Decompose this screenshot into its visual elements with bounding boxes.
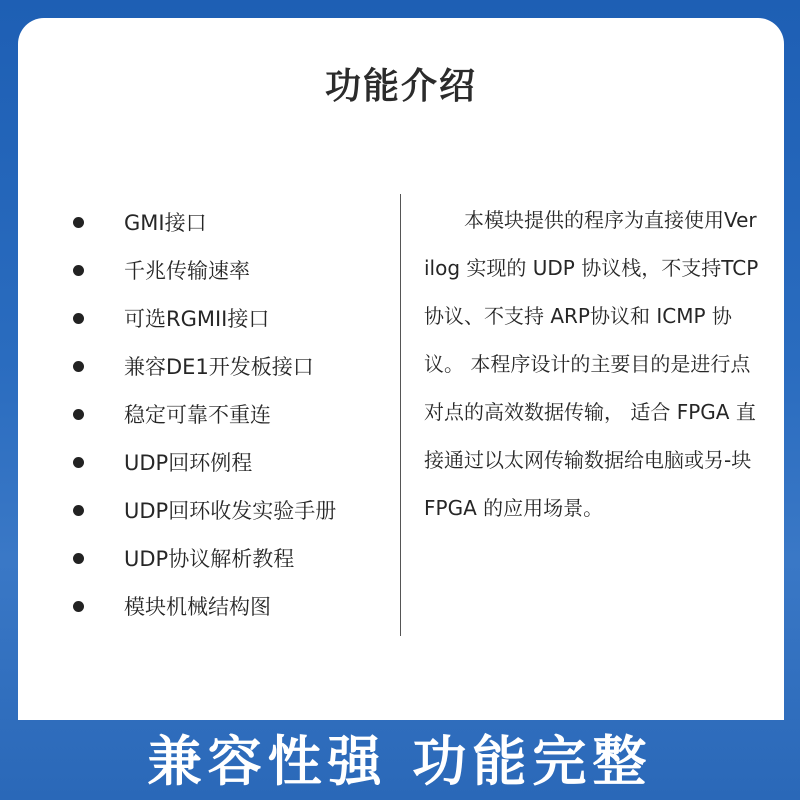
vertical-divider xyxy=(400,194,401,636)
feature-label: 兼容DE1开发板接口 xyxy=(124,355,314,379)
list-item xyxy=(73,438,336,486)
bullet-icon xyxy=(73,601,84,612)
list-item xyxy=(73,294,336,342)
feature-label: 稳定可靠不重连 xyxy=(124,403,271,427)
bullet-icon xyxy=(73,553,84,564)
feature-label: UDP协议解析教程 xyxy=(124,547,295,571)
list-item xyxy=(73,198,336,246)
feature-label: 模块机械结构图 xyxy=(124,595,271,619)
page-title: 功能介绍 xyxy=(324,66,477,107)
list-item xyxy=(73,582,336,630)
content-card xyxy=(18,18,784,720)
tagline-banner: 兼容性强 功能完整 xyxy=(147,730,653,793)
list-item xyxy=(73,246,336,294)
bullet-icon xyxy=(73,457,84,468)
feature-label: 可选RGMII接口 xyxy=(124,307,270,331)
bullet-icon xyxy=(73,409,84,420)
feature-label: 千兆传输速率 xyxy=(124,259,250,283)
bullet-icon xyxy=(73,265,84,276)
feature-list xyxy=(73,198,336,630)
list-item xyxy=(73,390,336,438)
list-item xyxy=(73,486,336,534)
description-paragraph: 本模块提供的程序为直接使用Verilog 实现的 UDP 协议栈，不支持TCP 协议、不支持 ARP协议和 ICMP 协议。 本程序设计的主要目的是进行点对点的高效数据传输， 适合 FPGA 直接通过以太网传输数据给电脑或另-块FPGA 的应用场景。 xyxy=(424,208,759,520)
bullet-icon xyxy=(73,361,84,372)
feature-label: UDP回环例程 xyxy=(124,451,253,475)
list-item xyxy=(73,342,336,390)
feature-label: UDP回环收发实验手册 xyxy=(124,499,337,523)
feature-label: GMI接口 xyxy=(124,211,207,235)
bullet-icon xyxy=(73,313,84,324)
bullet-icon xyxy=(73,505,84,516)
list-item xyxy=(73,534,336,582)
bullet-icon xyxy=(73,217,84,228)
